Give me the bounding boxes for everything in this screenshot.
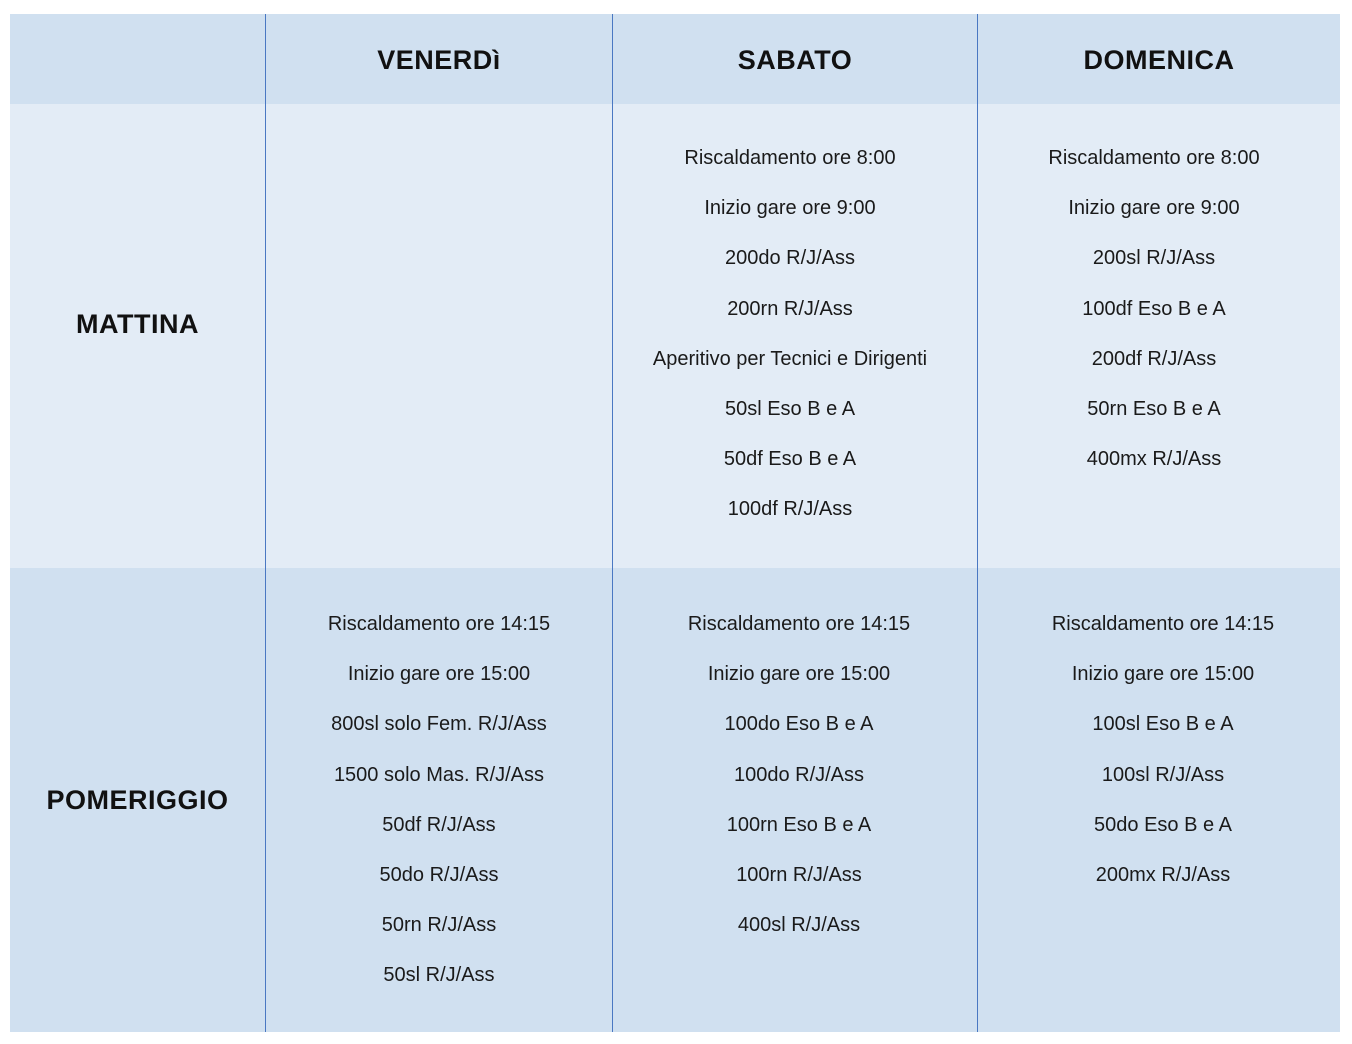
- event-item: 100rn Eso B e A: [726, 813, 872, 836]
- event-item: Inizio gare ore 9:00: [704, 197, 876, 220]
- column-header-venerdi: [265, 14, 612, 104]
- event-item: 50sl Eso B e A: [724, 398, 856, 421]
- event-list: [328, 599, 550, 1001]
- schedule-table: [10, 14, 1340, 1032]
- event-item: 200mx R/J/Ass: [1095, 864, 1231, 887]
- event-item: 100do R/J/Ass: [733, 763, 865, 786]
- event-item: 100sl Eso B e A: [1092, 713, 1234, 736]
- event-item: Riscaldamento ore 8:00: [684, 147, 896, 169]
- event-item: 400sl R/J/Ass: [737, 914, 861, 937]
- column-header-domenica: [977, 14, 1340, 104]
- event-item: 50sl R/J/Ass: [383, 964, 495, 987]
- event-list: [688, 599, 910, 950]
- row-header-mattina: [10, 104, 265, 568]
- row-header-pomeriggio: [10, 568, 265, 1032]
- event-list: [1048, 133, 1259, 484]
- event-item: Riscaldamento ore 8:00: [1048, 147, 1260, 169]
- event-item: 100sl R/J/Ass: [1101, 763, 1225, 786]
- event-list: [653, 133, 927, 535]
- column-title: SABATO: [737, 44, 853, 75]
- event-item: 50do Eso B e A: [1094, 813, 1232, 836]
- event-item: Riscaldamento ore 14:15: [1051, 613, 1275, 635]
- event-item: Inizio gare ore 15:00: [707, 663, 891, 686]
- column-title: VENERDì: [377, 44, 501, 75]
- event-item: Inizio gare ore 15:00: [347, 663, 531, 686]
- event-item: 50df R/J/Ass: [382, 813, 496, 836]
- cell-mattina-sabato: [612, 104, 977, 568]
- event-item: Riscaldamento ore 14:15: [687, 613, 911, 635]
- event-item: 800sl solo Fem. R/J/Ass: [331, 713, 547, 736]
- event-item: 50rn Eso B e A: [1087, 398, 1221, 421]
- event-item: 200df R/J/Ass: [1091, 347, 1217, 370]
- cell-pomeriggio-domenica: [977, 568, 1340, 1032]
- event-item: 50df Eso B e A: [723, 448, 857, 471]
- event-item: 100do Eso B e A: [724, 713, 874, 736]
- row-label: POMERIGGIO: [46, 784, 229, 815]
- column-title: DOMENICA: [1083, 44, 1235, 75]
- event-item: 200sl R/J/Ass: [1092, 247, 1216, 270]
- event-item: 1500 solo Mas. R/J/Ass: [333, 763, 545, 786]
- event-item: 200rn R/J/Ass: [727, 297, 853, 320]
- event-item: Inizio gare ore 9:00: [1068, 197, 1240, 220]
- corner-cell: [10, 14, 265, 104]
- column-header-sabato: [612, 14, 977, 104]
- cell-mattina-venerdi: [265, 104, 612, 568]
- event-item: 200do R/J/Ass: [724, 247, 856, 270]
- event-list: [1052, 599, 1274, 900]
- event-item: 400mx R/J/Ass: [1086, 448, 1222, 471]
- event-item: 50rn R/J/Ass: [381, 914, 497, 937]
- event-item: 100rn R/J/Ass: [736, 864, 862, 887]
- event-item: 100df Eso B e A: [1082, 297, 1226, 320]
- cell-mattina-domenica: [977, 104, 1340, 568]
- event-item: Inizio gare ore 15:00: [1071, 663, 1255, 686]
- event-item: 50do R/J/Ass: [379, 864, 499, 887]
- event-item: Aperitivo per Tecnici e Dirigenti: [652, 347, 928, 370]
- event-item: 100df R/J/Ass: [727, 498, 853, 521]
- row-label: MATTINA: [76, 308, 199, 339]
- cell-pomeriggio-sabato: [612, 568, 977, 1032]
- event-item: Riscaldamento ore 14:15: [327, 613, 551, 635]
- cell-pomeriggio-venerdi: [265, 568, 612, 1032]
